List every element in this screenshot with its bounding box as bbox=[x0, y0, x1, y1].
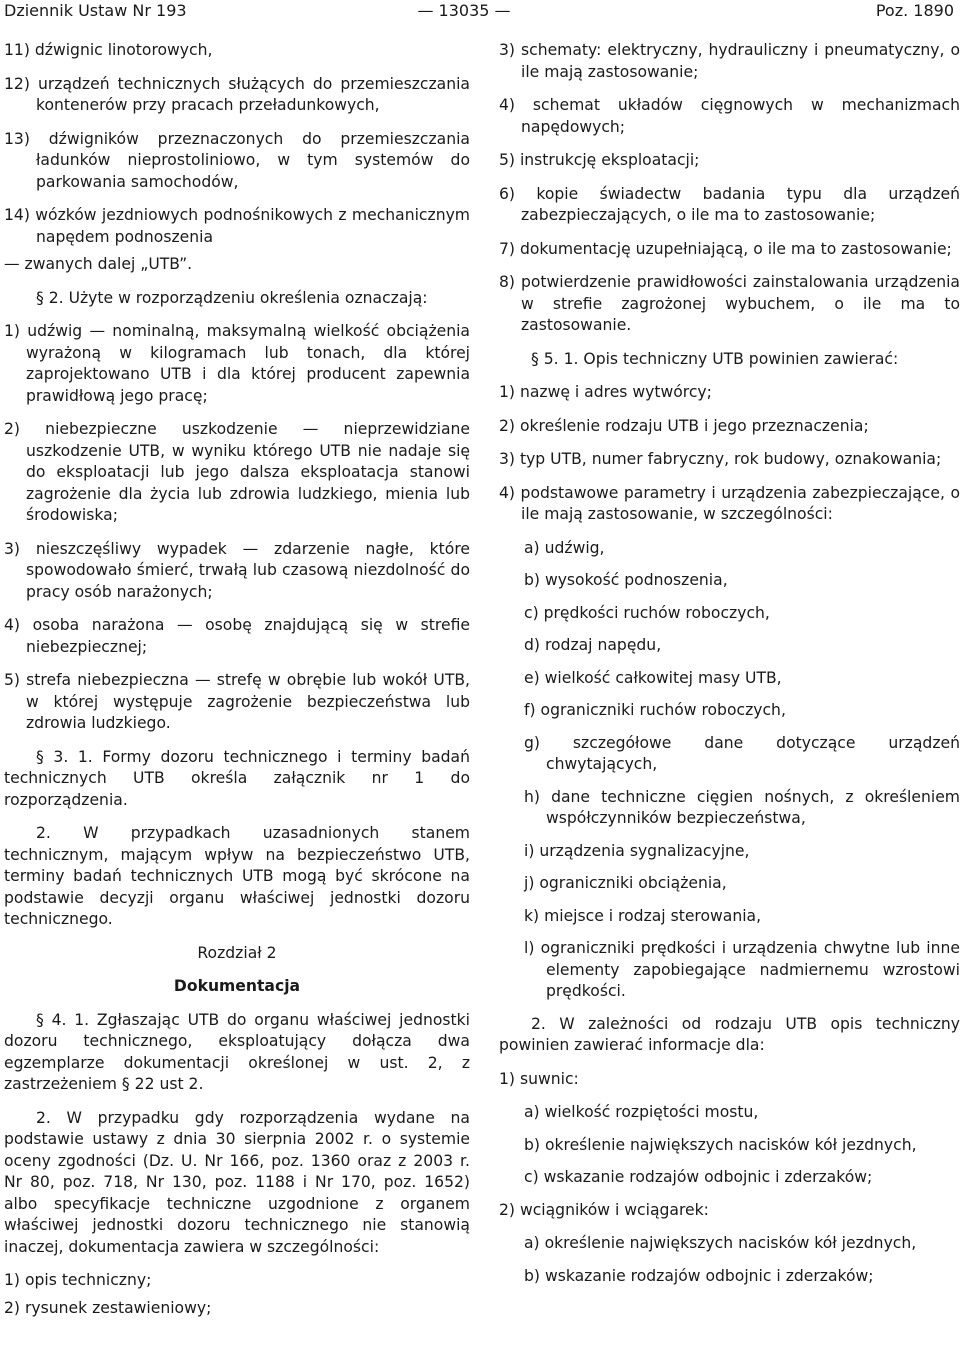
paragraph: h) dane techniczne cięgien nośnych, z określeniem współczynników bezpieczeństwa, bbox=[524, 787, 960, 827]
paragraph: 2) niebezpieczne uszkodzenie — nieprzewidziane uszkodzenie UTB, w wyniku którego UTB nie nadaje się do eksploatacji lub jego dalsza eksploatacja stanowi zagrożenie dla życia lub zdrowia ludzkiego, mienia lub środowiska; bbox=[4, 420, 470, 524]
paragraph: § 4. 1. Zgłaszając UTB do organu właściwej jednostki dozoru technicznego, eksploatujący dołącza dwa egzemplarze dokumentacji określonej w ust. 2, z zastrzeżeniem § 22 ust 2. bbox=[4, 1010, 470, 1093]
paragraph: 2) określenie rodzaju UTB i jego przeznaczenia; bbox=[499, 416, 869, 435]
paragraph: a) udźwig, bbox=[524, 538, 605, 557]
paragraph: 3) schematy: elektryczny, hydrauliczny i pneumatyczny, o ile mają zastosowanie; bbox=[499, 41, 960, 81]
paragraph: i) urządzenia sygnalizacyjne, bbox=[524, 841, 750, 860]
paragraph: 4) schemat układów cięgnowych w mechanizmach napędowych; bbox=[499, 96, 960, 136]
paragraph: 12) urządzeń technicznych służących do przemieszczania kontenerów przy pracach przeładunkowych, bbox=[4, 74, 470, 114]
paragraph: l) ograniczniki prędkości i urządzenia chwytne lub inne elementy zapobiegające nadmiernemu wzrostowi prędkości. bbox=[524, 939, 960, 1000]
paragraph: 3) typ UTB, numer fabryczny, rok budowy, oznakowania; bbox=[499, 450, 942, 468]
paragraph: 1) nazwę i adres wytwórcy; bbox=[499, 383, 712, 401]
paragraph: c) wskazanie rodzajów odbojnic i zderzaków; bbox=[524, 1168, 873, 1186]
paragraph: — zwanych dalej „UTB”. bbox=[4, 255, 193, 273]
paragraph: Rozdział 2 bbox=[197, 943, 277, 962]
page-header bbox=[4, 0, 954, 26]
paragraph: g) szczegółowe dane dotyczące urządzeń chwytających, bbox=[524, 733, 960, 773]
paragraph: 11) dźwignic linotorowych, bbox=[4, 41, 213, 59]
paragraph: e) wielkość całkowitej masy UTB, bbox=[524, 668, 782, 687]
paragraph: 2. W przypadkach uzasadnionych stanem technicznym, mającym wpływ na bezpieczeństwo UTB, terminy badań technicznych UTB mogą być skrócone na podstawie decyzji organu właściwej jednostki dozoru technicznego. bbox=[4, 824, 470, 928]
paragraph: 7) dokumentację uzupełniającą, o ile ma to zastosowanie; bbox=[499, 239, 952, 258]
paragraph: 1) udźwig — nominalną, maksymalną wielkość obciążenia wyrażoną w kilogramach lub tonach, dla której zaprojektowano UTB i dla której producent zapewnia prawidłową jego pracę; bbox=[4, 322, 470, 405]
paragraph: 1) opis techniczny; bbox=[4, 1271, 152, 1289]
paragraph: 14) wózków jezdniowych podnośnikowych z mechanicznym napędem podnoszenia bbox=[4, 206, 470, 246]
paragraph: 4) podstawowe parametry i urządzenia zabezpieczające, o ile mają zastosowanie, w szczególności: bbox=[499, 483, 960, 523]
paragraph: 13) dźwigników przeznaczonych do przemieszczania ładunków nieprostoliniowo, w tym systemów do parkowania samochodów, bbox=[4, 129, 470, 191]
paragraph: a) określenie największych nacisków kół jezdnych, bbox=[524, 1234, 917, 1252]
paragraph: 2) wciągników i wciągarek: bbox=[499, 1200, 709, 1219]
paragraph: 2. W zależności od rodzaju UTB opis techniczny powinien zawierać informacje dla: bbox=[499, 1014, 960, 1054]
paragraph: 1) suwnic: bbox=[499, 1069, 579, 1088]
paragraph: Dokumentacja bbox=[173, 977, 301, 995]
paragraph: j) ograniczniki obciążenia, bbox=[524, 874, 727, 892]
paragraph: 8) potwierdzenie prawidłowości zainstalowania urządzenia w strefie zagrożonej wybuchem, o ile ma to zastosowanie. bbox=[499, 273, 960, 334]
paragraph: 3) nieszczęśliwy wypadek — zdarzenie nagłe, które spowodowało śmierć, trwałą lub czasową niezdolność do pracy osób narażonych; bbox=[4, 539, 470, 601]
paragraph: 2) rysunek zestawieniowy; bbox=[4, 1298, 212, 1317]
journal-title: Dziennik Ustaw Nr 193 bbox=[4, 1, 187, 20]
left-column bbox=[4, 40, 470, 1325]
paragraph: a) wielkość rozpiętości mostu, bbox=[524, 1103, 759, 1121]
paragraph: b) określenie największych nacisków kół jezdnych, bbox=[524, 1135, 917, 1154]
paragraph: k) miejsce i rodzaj sterowania, bbox=[524, 906, 762, 925]
paragraph: 5) strefa niebezpieczna — strefę w obrębie lub wokół UTB, w której występuje zagrożenie bezpieczeństwa lub zdrowia ludzkiego. bbox=[4, 671, 470, 732]
paragraph: b) wskazanie rodzajów odbojnic i zderzaków; bbox=[524, 1266, 874, 1285]
paragraph: f) ograniczniki ruchów roboczych, bbox=[524, 701, 786, 719]
paragraph: d) rodzaj napędu, bbox=[524, 636, 662, 654]
paragraph: § 2. Użyte w rozporządzeniu określenia oznaczają: bbox=[36, 288, 428, 307]
paragraph: 4) osoba narażona — osobę znajdującą się w strefie niebezpiecznej; bbox=[4, 616, 470, 656]
position-number: Poz. 1890 bbox=[875, 1, 954, 20]
paragraph: 5) instrukcję eksploatacji; bbox=[499, 151, 700, 169]
right-column bbox=[499, 40, 960, 1298]
paragraph: b) wysokość podnoszenia, bbox=[524, 571, 728, 589]
paragraph: § 5. 1. Opis techniczny UTB powinien zawierać: bbox=[531, 349, 899, 368]
paragraph: c) prędkości ruchów roboczych, bbox=[524, 603, 770, 622]
paragraph: 6) kopie świadectw badania typu dla urządzeń zabezpieczających, o ile ma to zastosowanie; bbox=[499, 184, 960, 224]
paragraph: 2. W przypadku gdy rozporządzenia wydane na podstawie ustawy z dnia 30 sierpnia 2002 r. o systemie oceny zgodności (Dz. U. Nr 166, poz. 1360 oraz z 2003 r. Nr 80, poz. 718, Nr 130, poz. 1188 i Nr 170, poz. 1652) albo specyfikacje techniczne uzgodnione z organem właściwej jednostki dozoru technicznego nie stanowią inaczej, dokumentacja zawiera w szczególności: bbox=[4, 1108, 470, 1256]
paragraph: § 3. 1. Formy dozoru technicznego i terminy badań technicznych UTB określa załącznik nr 1 do rozporządzenia. bbox=[4, 747, 470, 809]
page-number: — 13035 — bbox=[417, 1, 511, 20]
